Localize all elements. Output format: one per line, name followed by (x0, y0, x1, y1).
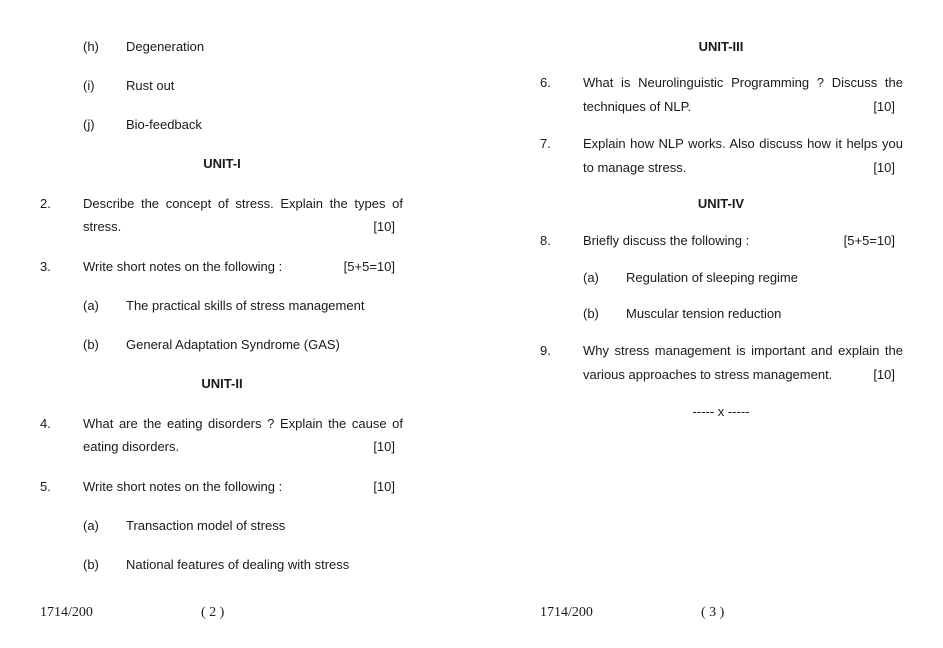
page-number: ( 3 ) (701, 605, 725, 620)
end-of-paper-mark: ----- x ----- (692, 404, 750, 419)
subpart-label: (b) (83, 337, 99, 352)
question-number: 7. (540, 136, 551, 151)
question-number: 9. (540, 343, 551, 358)
right-page (471, 0, 942, 648)
subpart-text: The practical skills of stress management (126, 298, 365, 313)
unit-heading: UNIT-III (698, 39, 744, 54)
unit-heading: UNIT-I (203, 156, 241, 171)
question-marks: [10] (873, 99, 895, 114)
paper-code: 1714/200 (540, 605, 593, 620)
question-number: 5. (40, 479, 51, 494)
question-text: Describe the concept of stress. Explain the types of (83, 196, 403, 211)
question-text: Explain how NLP works. Also discuss how it helps you (583, 136, 903, 151)
unit-heading: UNIT-IV (697, 196, 745, 211)
question-text: What is Neurolinguistic Programming ? Discuss the (583, 75, 903, 90)
question-marks: [5+5=10] (343, 259, 395, 274)
question-marks: [10] (873, 367, 895, 382)
option-text: Degeneration (126, 39, 205, 54)
option-text: Bio-feedback (126, 117, 202, 132)
question-text: to manage stress. (583, 160, 687, 175)
subpart-text: Muscular tension reduction (626, 306, 782, 321)
question-text: Write short notes on the following : (83, 479, 283, 494)
question-marks: [10] (373, 219, 395, 234)
question-number: 8. (540, 233, 551, 248)
option-label: (j) (83, 117, 95, 132)
subpart-text: Regulation of sleeping regime (626, 270, 798, 285)
subpart-label: (b) (83, 557, 99, 572)
question-text: Why stress management is important and explain the (583, 343, 903, 358)
question-marks: [10] (373, 439, 395, 454)
subpart-text: Transaction model of stress (126, 518, 286, 533)
option-text: Rust out (126, 78, 175, 93)
question-text: eating disorders. (83, 439, 180, 454)
question-marks: [5+5=10] (843, 233, 895, 248)
subpart-label: (a) (83, 298, 99, 313)
question-text: stress. (83, 219, 122, 234)
question-text: Write short notes on the following : (83, 259, 283, 274)
question-number: 2. (40, 196, 51, 211)
question-number: 4. (40, 416, 51, 431)
page-number: ( 2 ) (201, 605, 225, 620)
question-marks: [10] (373, 479, 395, 494)
subpart-text: National features of dealing with stress (126, 557, 350, 572)
question-text: What are the eating disorders ? Explain the cause of (83, 416, 403, 431)
question-number: 6. (540, 75, 551, 90)
paper-code: 1714/200 (40, 605, 93, 620)
option-label: (i) (83, 78, 95, 93)
question-marks: [10] (873, 160, 895, 175)
subpart-label: (a) (583, 270, 599, 285)
unit-heading: UNIT-II (201, 376, 243, 391)
question-number: 3. (40, 259, 51, 274)
subpart-text: General Adaptation Syndrome (GAS) (126, 337, 340, 352)
question-text: various approaches to stress management. (583, 367, 833, 382)
question-text: Briefly discuss the following : (583, 233, 750, 248)
subpart-label: (a) (83, 518, 99, 533)
question-text: techniques of NLP. (583, 99, 692, 114)
option-label: (h) (83, 39, 99, 54)
subpart-label: (b) (583, 306, 599, 321)
left-page (0, 0, 471, 648)
